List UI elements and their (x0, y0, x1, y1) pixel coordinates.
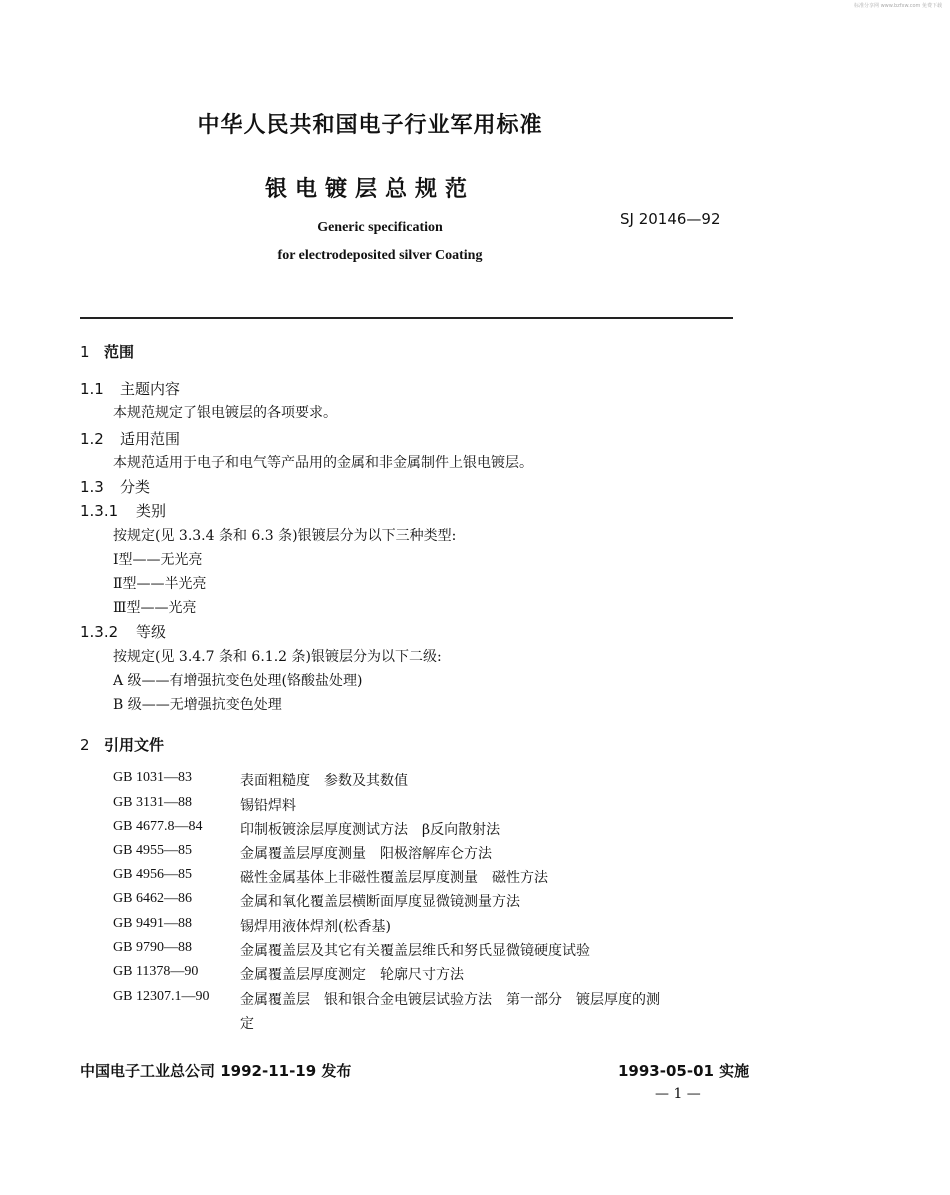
reference-title-continuation: 定 (240, 1016, 254, 1032)
section-1-2-heading (80, 428, 180, 449)
page-number: — 1 — (655, 1086, 701, 1102)
reference-title: 金属覆盖层厚度测定 轮廓尺寸方法 (240, 967, 464, 983)
reference-code: GB 1031—83 (113, 770, 192, 785)
type-item-1: Ⅰ型——无光亮 (113, 552, 203, 568)
reference-code: GB 4956—85 (113, 867, 192, 882)
section-number: 1 (80, 343, 90, 361)
reference-title: 金属和氧化覆盖层横断面厚度显微镜测量方法 (240, 894, 520, 910)
header-divider (80, 317, 733, 319)
reference-code: GB 4955—85 (113, 843, 192, 858)
section-number: 1.3.1 (80, 502, 119, 520)
reference-title: 磁性金属基体上非磁性覆盖层厚度测量 磁性方法 (240, 870, 548, 886)
section-title: 适用范围 (120, 430, 181, 448)
reference-code: GB 6462—86 (113, 891, 192, 906)
reference-code: GB 9491—88 (113, 916, 192, 931)
section-1-3-2-text: 按规定(见 3.4.7 条和 6.1.2 条)银镀层分为以下二级: (113, 649, 442, 665)
section-1-heading (80, 341, 134, 362)
section-1-1-text: 本规范规定了银电镀层的各项要求。 (113, 405, 337, 421)
corner-watermark: 标准分享网 www.bzfxw.com 免费下载 (854, 3, 942, 9)
reference-code: GB 9790—88 (113, 940, 192, 955)
type-item-3: Ⅲ型——光亮 (113, 600, 197, 616)
effective-date: 1993-05-01 实施 (618, 1062, 750, 1080)
reference-title: 锡焊用液体焊剂(松香基) (240, 919, 391, 935)
reference-title: 印制板镀涂层厚度测试方法 β反向散射法 (240, 822, 501, 838)
section-1-3-1-text: 按规定(见 3.3.4 条和 6.3 条)银镀层分为以下三种类型: (113, 528, 457, 544)
section-title: 范围 (104, 343, 135, 361)
issuer-line: 中国电子工业总公司 1992-11-19 发布 (80, 1062, 352, 1080)
reference-code: GB 4677.8—84 (113, 819, 203, 834)
grade-item-b: B 级——无增强抗变色处理 (113, 697, 282, 713)
document-title-en-line1: Generic specification (317, 220, 443, 235)
section-number: 1.2 (80, 430, 104, 448)
grade-item-a: A 级——有增强抗变色处理(铬酸盐处理) (113, 673, 363, 689)
reference-title: 锡铅焊料 (240, 798, 296, 814)
reference-code: GB 11378—90 (113, 964, 199, 979)
section-title: 类别 (136, 502, 167, 520)
section-title: 分类 (120, 478, 151, 496)
reference-title: 金属覆盖层厚度测量 阳极溶解库仑方法 (240, 846, 492, 862)
section-2-heading (80, 734, 164, 755)
reference-code: GB 12307.1—90 (113, 989, 210, 1004)
section-number: 2 (80, 736, 90, 754)
section-title: 主题内容 (120, 380, 181, 398)
section-title: 引用文件 (104, 736, 165, 754)
reference-title: 金属覆盖层 银和银合金电镀层试验方法 第一部分 镀层厚度的测 (240, 992, 660, 1008)
document-title-en-line2: for electrodeposited silver Coating (277, 248, 483, 263)
reference-title: 表面粗糙度 参数及其数值 (240, 773, 408, 789)
reference-code: GB 3131—88 (113, 795, 192, 810)
section-1-3-heading (80, 476, 150, 497)
section-number: 1.3 (80, 478, 104, 496)
section-1-3-1-heading (80, 500, 166, 521)
section-1-1-heading (80, 378, 180, 399)
standard-category: 中华人民共和国电子行业军用标准 (197, 113, 543, 138)
type-item-2: Ⅱ型——半光亮 (113, 576, 207, 592)
section-number: 1.1 (80, 380, 104, 398)
section-1-2-text: 本规范适用于电子和电气等产品用的金属和非金属制件上银电镀层。 (113, 455, 533, 471)
reference-title: 金属覆盖层及其它有关覆盖层维氏和努氏显微镜硬度试验 (240, 943, 590, 959)
section-1-3-2-heading (80, 621, 166, 642)
document-title-cn: 银电镀层总规范 (264, 177, 475, 202)
section-title: 等级 (136, 623, 167, 641)
standard-code: SJ 20146—92 (620, 210, 721, 228)
section-number: 1.3.2 (80, 623, 119, 641)
